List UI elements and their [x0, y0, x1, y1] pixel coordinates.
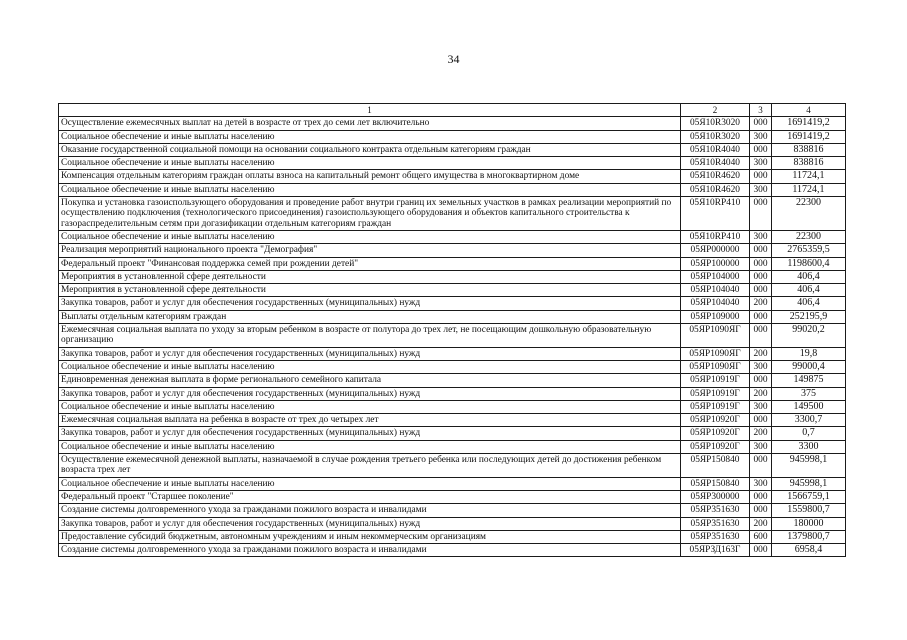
row-amount: 0,7: [772, 427, 846, 440]
row-amount: 1379800,7: [772, 530, 846, 543]
row-amount: 180000: [772, 517, 846, 530]
row-expense-type: 000: [750, 490, 772, 503]
row-code: 05ЯР104000: [681, 270, 750, 283]
row-code: 05ЯР300000: [681, 490, 750, 503]
row-expense-type: 000: [750, 454, 772, 478]
row-expense-type: 000: [750, 117, 772, 130]
row-description: Закупка товаров, работ и услуг для обеспечения государственных (муниципальных) нужд: [59, 387, 681, 400]
row-expense-type: 000: [750, 257, 772, 270]
row-description: Социальное обеспечение и иные выплаты населению: [59, 440, 681, 453]
row-code: 05ЯР10919Г: [681, 400, 750, 413]
row-description: Покупка и установка газоиспользующего оборудования и проведение работ внутри границ их земельных участков в рамках реализации мероприятий по осуществлению подключения (технологического присоединения) газоиспользующего оборудования и объектов капитального строительства к газораспределительным сетям при догазификации отдельным категориям граждан: [59, 197, 681, 231]
row-amount: 838816: [772, 143, 846, 156]
row-expense-type: 000: [750, 143, 772, 156]
row-code: 05Я10R3020: [681, 130, 750, 143]
row-code: 05ЯР10920Г: [681, 414, 750, 427]
row-amount: 945998,1: [772, 454, 846, 478]
row-description: Предоставление субсидий бюджетным, автономным учреждениям и иным некоммерческим организациям: [59, 530, 681, 543]
table-row: [59, 197, 846, 231]
row-amount: 6958,4: [772, 544, 846, 557]
row-code: 05Я10RP410: [681, 197, 750, 231]
row-code: 05Я10R4620: [681, 183, 750, 196]
row-expense-type: 200: [750, 387, 772, 400]
table-row: [59, 270, 846, 283]
row-description: Выплаты отдельным категориям граждан: [59, 310, 681, 323]
row-code: 05ЯР109000: [681, 310, 750, 323]
row-amount: 945998,1: [772, 477, 846, 490]
row-code: 05ЯР104040: [681, 284, 750, 297]
row-expense-type: 300: [750, 400, 772, 413]
table-row: [59, 360, 846, 373]
row-amount: 1691419,2: [772, 130, 846, 143]
row-expense-type: 000: [750, 324, 772, 348]
table-row: [59, 310, 846, 323]
row-amount: 11724,1: [772, 170, 846, 183]
row-amount: 3300,7: [772, 414, 846, 427]
row-expense-type: 300: [750, 130, 772, 143]
row-expense-type: 200: [750, 297, 772, 310]
row-amount: 22300: [772, 230, 846, 243]
row-amount: 252195,9: [772, 310, 846, 323]
row-amount: 1691419,2: [772, 117, 846, 130]
row-description: Социальное обеспечение и иные выплаты населению: [59, 360, 681, 373]
table-row: [59, 517, 846, 530]
table-row: [59, 440, 846, 453]
row-code: 05Я10R4040: [681, 157, 750, 170]
row-amount: 406,4: [772, 270, 846, 283]
row-expense-type: 300: [750, 183, 772, 196]
table-row: [59, 117, 846, 130]
row-amount: 2765359,5: [772, 244, 846, 257]
row-code: 05ЯР10919Г: [681, 387, 750, 400]
table-row: [59, 544, 846, 557]
row-description: Компенсация отдельным категориям граждан оплаты взноса на капитальный ремонт общего имущества в многоквартирном доме: [59, 170, 681, 183]
row-amount: 11724,1: [772, 183, 846, 196]
table-row: [59, 244, 846, 257]
table-row: [59, 427, 846, 440]
row-amount: 99020,2: [772, 324, 846, 348]
row-expense-type: 300: [750, 477, 772, 490]
row-description: Осуществление ежемесячных выплат на детей в возрасте от трех до семи лет включительно: [59, 117, 681, 130]
header-col-3: 3: [750, 104, 772, 117]
table-header-row: [59, 104, 846, 117]
row-amount: 406,4: [772, 297, 846, 310]
row-expense-type: 000: [750, 244, 772, 257]
row-code: 05ЯР351630: [681, 504, 750, 517]
row-amount: 406,4: [772, 284, 846, 297]
table-row: [59, 347, 846, 360]
header-col-1: 1: [59, 104, 681, 117]
row-amount: 99000,4: [772, 360, 846, 373]
row-code: 05ЯР1090ЯГ: [681, 360, 750, 373]
row-description: Создание системы долговременного ухода за гражданами пожилого возраста и инвалидами: [59, 504, 681, 517]
row-description: Социальное обеспечение и иные выплаты населению: [59, 130, 681, 143]
table-row: [59, 183, 846, 196]
row-code: 05Я10R3020: [681, 117, 750, 130]
table-row: [59, 530, 846, 543]
row-description: Закупка товаров, работ и услуг для обеспечения государственных (муниципальных) нужд: [59, 517, 681, 530]
table-row: [59, 504, 846, 517]
row-description: Социальное обеспечение и иные выплаты населению: [59, 477, 681, 490]
row-description: Закупка товаров, работ и услуг для обеспечения государственных (муниципальных) нужд: [59, 297, 681, 310]
row-description: Федеральный проект "Финансовая поддержка семей при рождении детей": [59, 257, 681, 270]
row-description: Мероприятия в установленной сфере деятельности: [59, 284, 681, 297]
row-code: 05ЯРЗД163Г: [681, 544, 750, 557]
row-code: 05ЯР10920Г: [681, 427, 750, 440]
row-description: Создание системы долговременного ухода за гражданами пожилого возраста и инвалидами: [59, 544, 681, 557]
row-code: 05ЯР150840: [681, 454, 750, 478]
row-expense-type: 200: [750, 427, 772, 440]
row-expense-type: 600: [750, 530, 772, 543]
row-amount: 19,8: [772, 347, 846, 360]
page-number: 34: [447, 52, 460, 66]
row-amount: 1559800,7: [772, 504, 846, 517]
row-expense-type: 000: [750, 197, 772, 231]
row-description: Мероприятия в установленной сфере деятельности: [59, 270, 681, 283]
row-expense-type: 000: [750, 270, 772, 283]
table-row: [59, 387, 846, 400]
row-amount: 22300: [772, 197, 846, 231]
row-description: Социальное обеспечение и иные выплаты населению: [59, 400, 681, 413]
row-expense-type: 000: [750, 544, 772, 557]
row-code: 05Я10R4620: [681, 170, 750, 183]
row-expense-type: 300: [750, 440, 772, 453]
row-amount: 375: [772, 387, 846, 400]
row-description: Федеральный проект "Старшее поколение": [59, 490, 681, 503]
table-row: [59, 157, 846, 170]
row-description: Социальное обеспечение и иные выплаты населению: [59, 183, 681, 196]
row-code: 05ЯР10920Г: [681, 440, 750, 453]
row-description: Социальное обеспечение и иные выплаты населению: [59, 230, 681, 243]
row-code: 05ЯР1090ЯГ: [681, 347, 750, 360]
table-row: [59, 414, 846, 427]
row-code: 05ЯР100000: [681, 257, 750, 270]
row-amount: 1198600,4: [772, 257, 846, 270]
row-description: Социальное обеспечение и иные выплаты населению: [59, 157, 681, 170]
budget-table: [58, 103, 846, 557]
row-description: Оказание государственной социальной помощи на основании социального контракта отдельным категориям граждан: [59, 143, 681, 156]
row-amount: 3300: [772, 440, 846, 453]
row-expense-type: 200: [750, 517, 772, 530]
table-row: [59, 257, 846, 270]
row-code: 05ЯР351630: [681, 517, 750, 530]
row-code: 05ЯР104040: [681, 297, 750, 310]
row-expense-type: 000: [750, 170, 772, 183]
row-amount: 149875: [772, 374, 846, 387]
table-row: [59, 374, 846, 387]
row-expense-type: 300: [750, 360, 772, 373]
table-row: [59, 477, 846, 490]
table-row: [59, 454, 846, 478]
row-expense-type: 000: [750, 310, 772, 323]
row-code: 05ЯР150840: [681, 477, 750, 490]
row-description: Осуществление ежемесячной денежной выплаты, назначаемой в случае рождения третьего ребенка или последующих детей до достижения ребенком возраста трех лет: [59, 454, 681, 478]
row-code: 05ЯР000000: [681, 244, 750, 257]
row-expense-type: 000: [750, 284, 772, 297]
row-amount: 149500: [772, 400, 846, 413]
row-description: Ежемесячная социальная выплата на ребенка в возрасте от трех до четырех лет: [59, 414, 681, 427]
table-row: [59, 230, 846, 243]
row-description: Ежемесячная социальная выплата по уходу за вторым ребенком в возрасте от полутора до трех лет, не посещающим дошкольную образовательную организацию: [59, 324, 681, 348]
table-row: [59, 324, 846, 348]
row-code: 05ЯР1090ЯГ: [681, 324, 750, 348]
table-row: [59, 400, 846, 413]
header-col-4: 4: [772, 104, 846, 117]
row-description: Единовременная денежная выплата в форме регионального семейного капитала: [59, 374, 681, 387]
table-row: [59, 170, 846, 183]
row-expense-type: 000: [750, 504, 772, 517]
row-code: 05ЯР351630: [681, 530, 750, 543]
row-amount: 838816: [772, 157, 846, 170]
row-description: Реализация мероприятий национального проекта "Демография": [59, 244, 681, 257]
row-code: 05Я10RP410: [681, 230, 750, 243]
row-expense-type: 000: [750, 374, 772, 387]
header-col-2: 2: [681, 104, 750, 117]
row-description: Закупка товаров, работ и услуг для обеспечения государственных (муниципальных) нужд: [59, 427, 681, 440]
row-expense-type: 200: [750, 347, 772, 360]
table-row: [59, 284, 846, 297]
row-expense-type: 000: [750, 414, 772, 427]
table-row: [59, 490, 846, 503]
table-row: [59, 297, 846, 310]
row-expense-type: 300: [750, 157, 772, 170]
row-code: 05ЯР10919Г: [681, 374, 750, 387]
row-code: 05Я10R4040: [681, 143, 750, 156]
table-row: [59, 143, 846, 156]
table-row: [59, 130, 846, 143]
row-expense-type: 300: [750, 230, 772, 243]
row-amount: 1566759,1: [772, 490, 846, 503]
row-description: Закупка товаров, работ и услуг для обеспечения государственных (муниципальных) нужд: [59, 347, 681, 360]
